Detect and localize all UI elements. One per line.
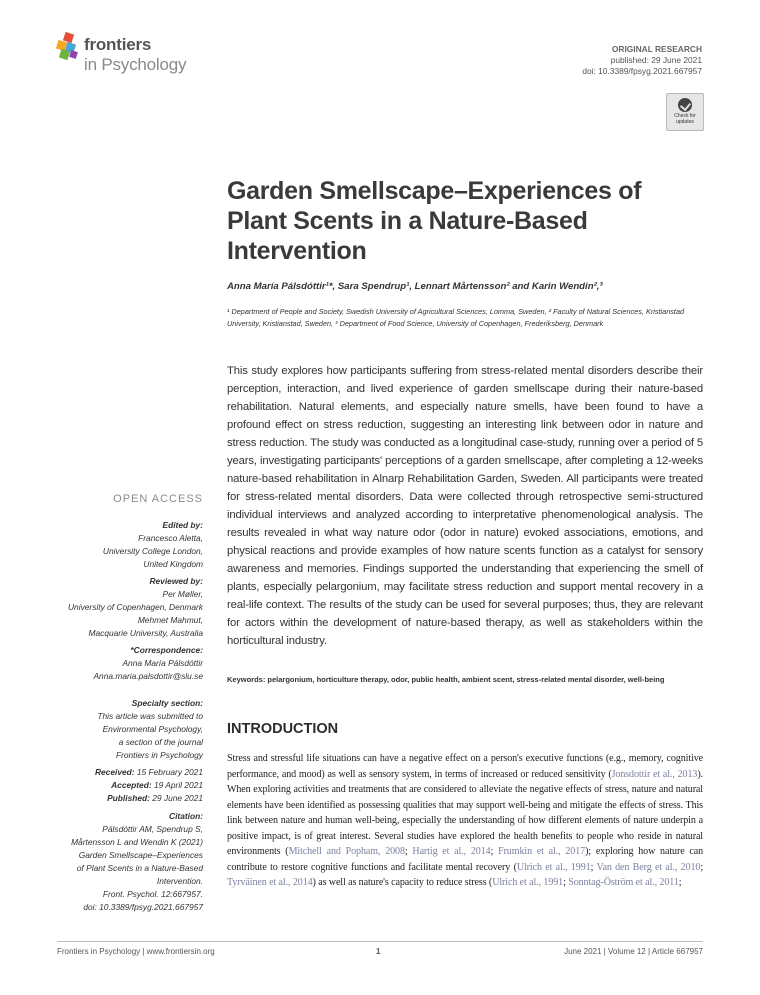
citation-line: Garden Smellscape–Experiences xyxy=(78,850,203,860)
keywords: Keywords: pelargonium, horticulture therapy, odor, public health, ambient scent, stress-related mental disorder, well-being xyxy=(227,675,665,684)
citation-link[interactable]: Mitchell and Popham, 2008 xyxy=(288,846,405,857)
author-list[interactable]: Anna María Pálsdóttir¹*, Sara Spendrup¹, Lennart Mårtensson² and Karin Wendin²,³ xyxy=(227,281,603,292)
abstract: This study explores how participants suffering from stress-related mental disorders describe their perception, interaction, and lived experience of garden smellscape during their nature-based rehabilitation. Natural elements, and especially nature smells, have been found to have a profound effect on stress reduction, suggesting an interesting link between odor in nature and stress reduction. The study was conducted as a longitudinal case-study, running over a period of 5 years, investigating participants' perceptions of a garden smellscape, after completing a 12-weeks nature-based rehabilitation in Alnarp Rehabilitation Garden, Sweden. All participants were treated for stress-related mental disorders. Data were collected through retrospective semi-structured individual interviews and analyzed according to interpretative phenomenological analysis. The results revealed in what way nature odor (odor in nature) evoked associations, emotions, and physical reactions and provide examples of how nature scents function as a catalyst for sensory awareness and memories. Findings supported the understanding that experiencing the smell of plants, especially pelargonium, may facilitate stress reduction and support mental recovery in a real-life context. The results of the study can be used for several purposes; thus, they are relevant for actors within the development of nature-based therapy, as well as stakeholders within the horticultural industry. xyxy=(227,365,703,647)
correspondence-email[interactable]: Anna.maria.palsdottir@slu.se xyxy=(93,671,203,681)
citation-link[interactable]: Jonsdottir et al., 2013 xyxy=(611,768,698,780)
article-title: Garden Smellscape–Experiences of Plant Scents in a Nature-Based Intervention xyxy=(227,177,642,265)
logo-word-journal: in Psychology xyxy=(84,55,187,74)
dates-block xyxy=(95,766,203,805)
accepted-label: Accepted: xyxy=(111,780,152,790)
published-label: Published: xyxy=(107,793,150,803)
reviewer-name: Per Møller, xyxy=(162,589,203,599)
correspondence-block xyxy=(93,644,203,683)
editor-affiliation: University College London, xyxy=(102,546,203,556)
citation-block xyxy=(71,810,203,914)
citation-separator: ; xyxy=(490,846,499,857)
correspondence-label: *Correspondence: xyxy=(130,645,203,655)
citation-line: Mårtensson L and Wendin K (2021) xyxy=(71,837,203,847)
editor-country: United Kingdom xyxy=(143,559,203,569)
citation-separator: ; xyxy=(563,877,569,888)
specialty-line: Frontiers in Psychology xyxy=(115,750,203,760)
reviewer-affiliation: University of Copenhagen, Denmark xyxy=(68,602,203,612)
correspondence-name: Anna María Pálsdóttir xyxy=(122,658,203,668)
citation-link[interactable]: Ulrich et al., 1991 xyxy=(492,877,564,888)
page-number: 1 xyxy=(376,947,381,956)
frontiers-logo-icon xyxy=(57,33,81,59)
published-date: published: 29 June 2021 xyxy=(610,55,702,65)
citation-doi[interactable]: doi: 10.3389/fpsyg.2021.667957 xyxy=(83,902,203,912)
edited-by-label: Edited by: xyxy=(162,520,203,530)
specialty-line: This article was submitted to xyxy=(97,711,203,721)
citation-link[interactable]: Sonntag-Öström et al., 2011 xyxy=(568,877,679,888)
citation-line: Pálsdóttir AM, Spendrup S, xyxy=(102,824,203,834)
specialty-label: Specialty section: xyxy=(131,698,203,708)
body-text: ; xyxy=(678,877,682,888)
footer-divider xyxy=(57,941,703,942)
citation-link[interactable]: Ulrich et al., 1991 xyxy=(516,861,591,873)
affiliations: ¹ Department of People and Society, Swedish University of Agricultural Sciences, Lomma, Sweden, ² Faculty of Natural Sciences, Kristianstad University, Kristianstad, Sweden, ³ Department of Food Science, University of Copenhagen, Frederiksberg, Denmark xyxy=(227,307,685,328)
journal-logo[interactable] xyxy=(57,33,217,83)
body-text: ). When exploring activities and treatments that are considered to alleviate the negative effects of stress, nature and natural elements have been identified as possessing qualities that may support well-being and mitigate the effects of stress. This link between nature and human well-being, especially the understanding of how different elements of nature underpin a positive impact, is of great interest. Several studies have explored the health benefits to people who reside in natural environments ( xyxy=(227,768,703,857)
footer-issue-info: June 2021 | Volume 12 | Article 667957 xyxy=(564,947,703,956)
reviewer-name: Mehmet Mahmut, xyxy=(137,615,203,625)
published-value: 29 June 2021 xyxy=(152,793,203,803)
doi-link[interactable]: doi: 10.3389/fpsyg.2021.667957 xyxy=(582,66,702,76)
check-for-updates-button[interactable] xyxy=(666,93,704,131)
edited-by-block xyxy=(103,519,203,571)
citation-link[interactable]: Van den Berg et al., 2010 xyxy=(596,861,701,873)
citation-line: Intervention. xyxy=(156,876,203,886)
specialty-line: Environmental Psychology, xyxy=(102,724,203,734)
citation-line: of Plant Scents in a Nature-Based xyxy=(76,863,203,873)
citation-separator: ; xyxy=(590,861,597,873)
body-text: ); exploring how nature can contribute to restore cognitive functions and facilitate mental recovery ( xyxy=(227,846,704,873)
footer-journal-link[interactable]: Frontiers in Psychology | www.frontiersin.org xyxy=(57,947,215,956)
logo-word-frontiers: frontiers xyxy=(84,35,152,54)
body-text: Stress and stressful life situations can have a negative effect on a person's executive functions (e.g., memory, cognitive performance, and mood) as well as sensory system, in terms of increased or reduced sensitivity ( xyxy=(227,753,703,780)
accepted-value: 19 April 2021 xyxy=(153,780,203,790)
body-text: ) as well as nature's capacity to reduce stress ( xyxy=(312,877,493,888)
check-updates-label: Check for updates xyxy=(674,113,696,125)
editor-name: Francesco Aletta, xyxy=(138,533,203,543)
reviewer-affiliation: Macquarie University, Australia xyxy=(88,628,203,638)
received-date xyxy=(95,766,203,779)
introduction-paragraph xyxy=(227,751,703,891)
citation-link[interactable]: Hartig et al., 2014 xyxy=(412,846,491,857)
published-date-side xyxy=(95,792,203,805)
citation-separator: ; xyxy=(700,861,704,873)
article-type: ORIGINAL RESEARCH xyxy=(611,44,702,54)
specialty-line: a section of the journal xyxy=(118,737,203,747)
received-value: 15 February 2021 xyxy=(136,767,203,777)
citation-link[interactable]: Tyrväinen et al., 2014 xyxy=(227,877,313,888)
reviewed-by-label: Reviewed by: xyxy=(149,576,203,586)
citation-line: Front. Psychol. 12:667957. xyxy=(102,889,203,899)
section-heading-introduction: INTRODUCTION xyxy=(227,721,339,737)
accepted-date xyxy=(95,779,203,792)
article-meta-header xyxy=(582,44,702,77)
citation-link[interactable]: Frumkin et al., 2017 xyxy=(498,846,586,857)
received-label: Received: xyxy=(94,767,135,777)
check-updates-icon xyxy=(678,98,692,112)
citation-label: Citation: xyxy=(169,811,203,821)
open-access-label: OPEN ACCESS xyxy=(113,493,203,505)
specialty-section-block xyxy=(97,697,203,762)
citation-separator: ; xyxy=(404,846,413,857)
reviewed-by-block xyxy=(68,575,203,640)
